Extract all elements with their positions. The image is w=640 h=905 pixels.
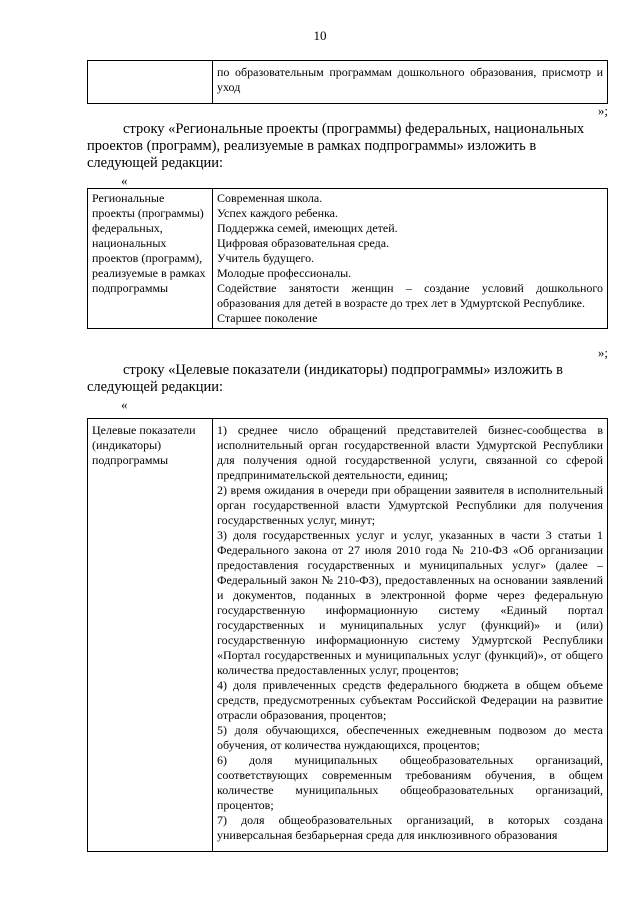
list-item: Учитель будущего.: [217, 251, 315, 265]
list-item: Успех каждого ребенка.: [217, 206, 338, 220]
closing-quote: »;: [597, 103, 608, 118]
opening-quote: «: [121, 173, 128, 188]
table-target-indicators: [87, 418, 608, 852]
page-number: 10: [313, 28, 327, 43]
paragraph-target-indicators: [87, 362, 608, 396]
paragraph-line: проектов (программ), реализуемые в рамках подпрограммы» изложить в: [87, 138, 537, 154]
table-label-cell: Региональные проекты (программы) федеральных, национальных проектов (программ), реализуемые в рамках подпрограммы: [88, 189, 213, 329]
list-item: 4) доля привлеченных средств федерального бюджета в общем объеме средств, предусмотренных субъектам Российской Федерации на развитие отрасли образования, процентов;: [217, 678, 603, 722]
list-item: 6) доля муниципальных общеобразовательных организаций, соответствующих современным требованиям обучения, в общем количестве муниципальных общеобразовательных организаций, процентов;: [217, 753, 603, 812]
table-regional-projects: [87, 188, 608, 329]
opening-quote: «: [121, 397, 128, 412]
list-item: Молодые профессионалы.: [217, 266, 352, 280]
table-content-cell: [213, 419, 608, 852]
table-content-cell: [213, 189, 608, 329]
paragraph-line: следующей редакции:: [87, 155, 224, 171]
list-item: Содействие занятости женщин – создание условий дошкольного образования для детей в возрасте до трех лет в Удмуртской Республике.: [217, 281, 603, 310]
list-item: Цифровая образовательная среда.: [217, 236, 390, 250]
closing-quote: »;: [597, 345, 608, 360]
list-item: Поддержка семей, имеющих детей.: [217, 221, 398, 235]
table-cell-right: по образовательным программам дошкольного образования, присмотр и уход: [213, 61, 608, 104]
paragraph-line: строку «Региональные проекты (программы) федеральных, национальных: [123, 121, 585, 137]
list-item: 7) доля общеобразовательных организаций, в которых создана универсальная безбарьерная среда для инклюзивного образования: [217, 813, 603, 842]
paragraph-line: следующей редакции:: [87, 379, 224, 395]
table-continuation: [87, 60, 608, 104]
table-label-cell: Целевые показатели (индикаторы) подпрограммы: [88, 419, 213, 852]
list-item: 3) доля государственных услуг и услуг, указанных в части 3 статьи 1 Федерального закона от 27 июля 2010 года № 210-ФЗ «Об организации предоставления государственных и муниципальных услуг» (далее – Федеральный закон № 210-ФЗ), предоставленных на основании заявлений и документов, поданных в электронной форме через федеральную государственную информационную систему «Единый портал государственных и муниципальных услуг (функций)» и (или) государственную информационную систему Удмуртской Республики «Портал государственных и муниципальных услуг (функций)», от общего количества предоставленных услуг, процентов;: [217, 528, 603, 677]
list-item: 2) время ожидания в очереди при обращении заявителя в исполнительный орган государственной власти Удмуртской Республики для получения государственных услуг, минут;: [217, 483, 603, 527]
list-item: Старшее поколение: [217, 311, 318, 325]
list-item: Современная школа.: [217, 191, 323, 205]
list-item: 5) доля обучающихся, обеспеченных ежедневным подвозом до места обучения, от количества нуждающихся, процентов;: [217, 723, 603, 752]
paragraph-line: строку «Целевые показатели (индикаторы) подпрограммы» изложить в: [123, 362, 563, 378]
paragraph-regional-projects: [87, 121, 608, 172]
table-cell-left: [88, 61, 213, 104]
list-item: 1) среднее число обращений представителей бизнес-сообщества в исполнительный орган государственной власти Удмуртской Республики для получения одной государственной услуги, связанной со сферой предпринимательской деятельности, единиц;: [217, 423, 603, 482]
